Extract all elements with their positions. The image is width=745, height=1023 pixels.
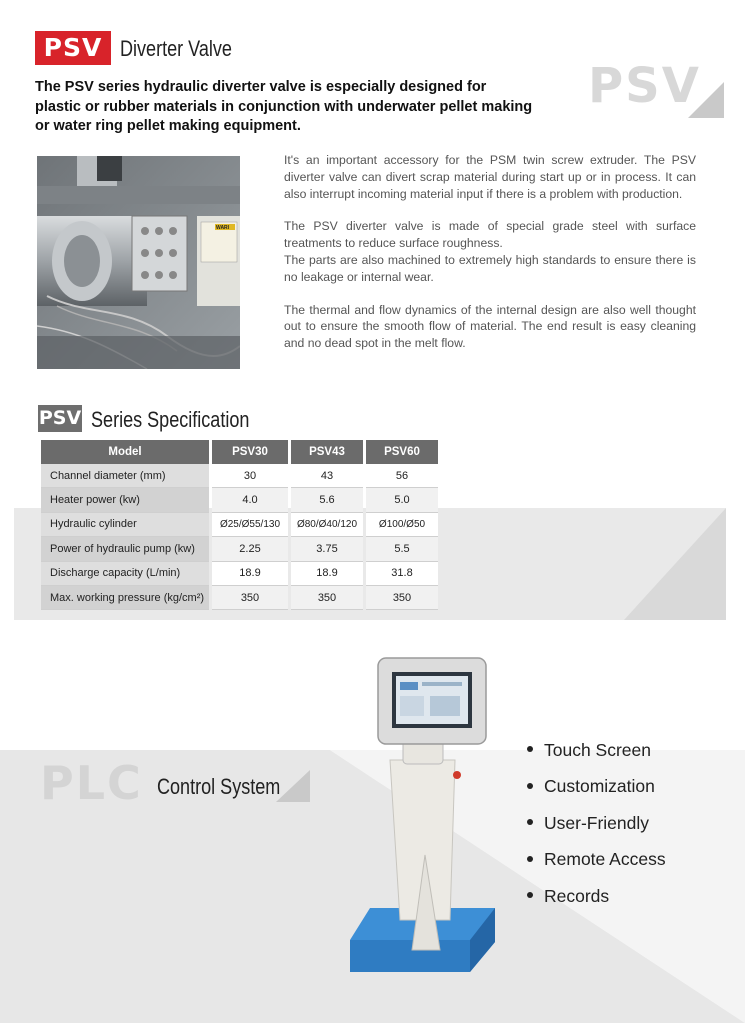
table-row	[41, 513, 438, 537]
list-item	[527, 736, 666, 772]
feature-label: Records	[544, 885, 610, 906]
psv-watermark: PSV	[588, 58, 701, 114]
table-cell: 350	[212, 586, 288, 610]
warning-label-text: WARI	[216, 225, 230, 231]
feature-label: Touch Screen	[544, 740, 652, 760]
row-label: Power of hydraulic pump (kw)	[41, 537, 209, 561]
feature-label: Remote Access	[544, 849, 666, 870]
row-label: Discharge capacity (L/min)	[41, 562, 209, 586]
table-cell: 31.8	[366, 562, 438, 586]
plc-control-stand-image	[340, 650, 510, 985]
table-cell: Ø80/Ø40/120	[291, 513, 363, 537]
bullet-dot-icon	[527, 819, 533, 825]
diverter-valve-photo	[37, 156, 240, 369]
table-row	[41, 488, 438, 512]
plc-watermark: PLC	[40, 756, 143, 810]
table-cell: 18.9	[212, 562, 288, 586]
table-cell: 350	[366, 586, 438, 610]
table-cell: 4.0	[212, 488, 288, 512]
plc-title: Control System	[157, 774, 281, 799]
corner-triangle-icon	[276, 770, 310, 802]
feature-label: User-Friendly	[544, 812, 650, 833]
description-paragraph: It's an important accessory for the PSM twin screw extruder. The PSV diverter valve can divert scrap material during start up or in process. It can also interrupt incoming material input if there is a problem with production.	[284, 153, 696, 201]
bullet-dot-icon	[527, 892, 533, 898]
spec-table	[38, 440, 441, 610]
spec-badge: PSV	[38, 405, 82, 432]
psv-badge: PSV	[35, 31, 111, 65]
table-cell: 18.9	[291, 562, 363, 586]
corner-triangle-icon	[688, 82, 724, 118]
table-cell: 350	[291, 586, 363, 610]
row-label: Hydraulic cylinder	[41, 513, 209, 537]
column-header: PSV30	[212, 440, 288, 464]
column-header: Model	[41, 440, 209, 464]
bullet-dot-icon	[527, 856, 533, 862]
table-cell: 5.0	[366, 488, 438, 512]
column-header: PSV60	[366, 440, 438, 464]
row-label: Channel diameter (mm)	[41, 464, 209, 488]
intro-text: The PSV series hydraulic diverter valve is especially designed for plastic or rubber materials in conjunction with underwater pellet making or water ring pellet making equipment.	[35, 79, 533, 134]
feature-list	[527, 736, 666, 918]
list-item	[527, 845, 666, 881]
table-row	[41, 586, 438, 610]
table-row	[41, 562, 438, 586]
list-item	[527, 809, 666, 845]
description-paragraph: The thermal and flow dynamics of the internal design are also well thought out to ensure the smooth flow of material. The end result is easy cleaning and no dead spot in the melt flow.	[284, 302, 696, 351]
list-item	[527, 772, 666, 808]
table-cell: Ø100/Ø50	[366, 513, 438, 537]
table-cell: 5.5	[366, 537, 438, 561]
table-cell: 3.75	[291, 537, 363, 561]
column-header: PSV43	[291, 440, 363, 464]
bullet-dot-icon	[527, 746, 533, 752]
table-row	[41, 537, 438, 561]
list-item	[527, 882, 666, 918]
bullet-dot-icon	[527, 783, 533, 789]
spec-title: Series Specification	[91, 407, 250, 432]
table-cell: 43	[291, 464, 363, 488]
table-cell: Ø25/Ø55/130	[212, 513, 288, 537]
page-title: Diverter Valve	[120, 36, 232, 61]
feature-label: Customization	[544, 776, 655, 797]
table-cell: 2.25	[212, 537, 288, 561]
table-header-row	[41, 440, 438, 464]
description	[284, 152, 696, 368]
row-label: Heater power (kw)	[41, 488, 209, 512]
table-cell: 56	[366, 464, 438, 488]
row-label: Max. working pressure (kg/cm²)	[41, 586, 209, 610]
description-paragraph: The parts are also machined to extremely high standards to ensure there is no leakage or internal wear.	[284, 252, 696, 284]
table-cell: 30	[212, 464, 288, 488]
table-row	[41, 464, 438, 488]
table-cell: 5.6	[291, 488, 363, 512]
description-paragraph: The PSV diverter valve is made of special grade steel with surface treatments to reduce surface roughness.	[284, 219, 696, 251]
